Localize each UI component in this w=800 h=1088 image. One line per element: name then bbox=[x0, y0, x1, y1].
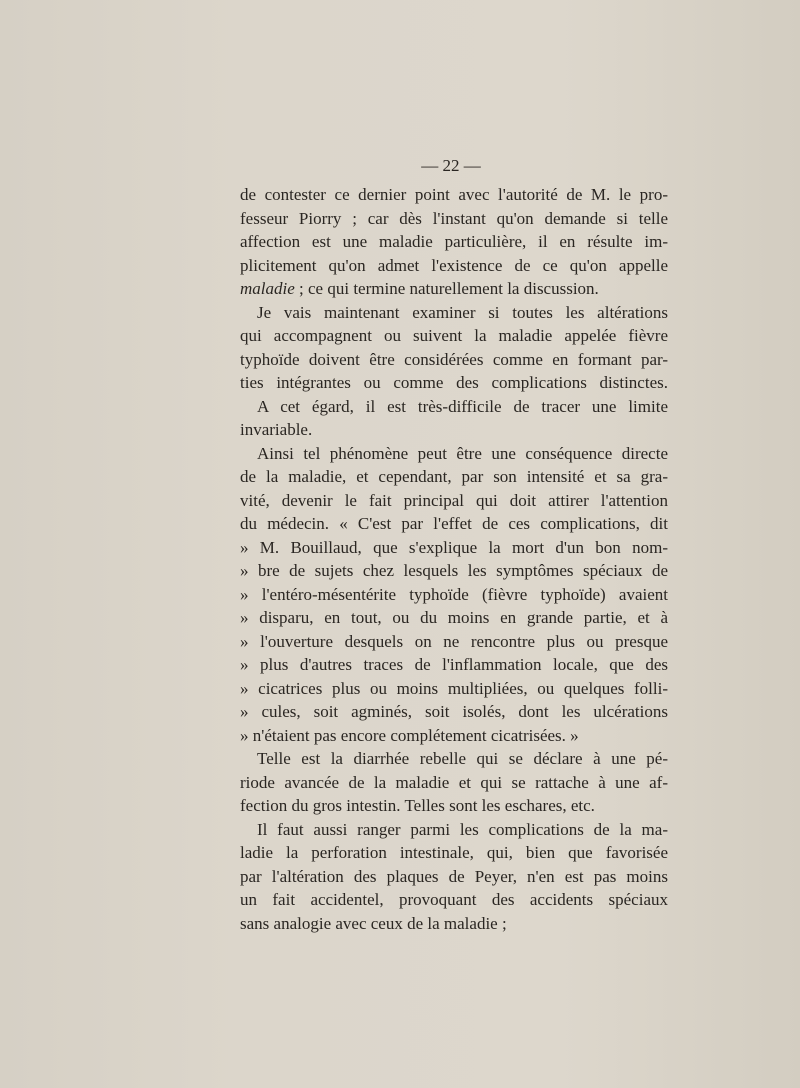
text-line: plicitement qu'on admet l'existence de ce qu'on appelle bbox=[240, 255, 668, 275]
page-number: — 22 — bbox=[421, 156, 481, 175]
text-line: » l'ouverture desquels on ne rencontre plus ou presque bbox=[240, 631, 668, 651]
text-line: typhoïde doivent être considérées comme en formant par- bbox=[240, 349, 668, 369]
text-line: Telle est la diarrhée rebelle qui se déclare à une pé- bbox=[257, 749, 668, 768]
text-line: ladie la perforation intestinale, qui, bien que favorisée bbox=[240, 843, 668, 862]
text-line: par l'altération des plaques de Peyer, n'en est pas moins bbox=[240, 866, 668, 886]
text-line: ties intégrantes ou comme des complications distinctes. bbox=[240, 373, 668, 392]
text-line: » n'étaient pas encore complétement cicatrisées. » bbox=[240, 725, 579, 745]
text-line: » disparu, en tout, ou du moins en grande partie, et à bbox=[240, 608, 668, 627]
text-line: du médecin. « C'est par l'effet de ces complications, dit bbox=[240, 514, 668, 533]
text-line: de contester ce dernier point avec l'autorité de M. le pro- bbox=[240, 185, 668, 204]
text-line: vité, devenir le fait principal qui doit attirer l'attention bbox=[240, 490, 668, 510]
text-line: Ainsi tel phénomène peut être une conséquence directe bbox=[257, 443, 668, 463]
text-line: Il faut aussi ranger parmi les complications de la ma- bbox=[257, 819, 668, 839]
text-line: » plus d'autres traces de l'inflammation locale, que des bbox=[240, 655, 668, 674]
text-line: qui accompagnent ou suivent la maladie appelée fièvre bbox=[240, 326, 668, 345]
text-line: Je vais maintenant examiner si toutes les altérations bbox=[257, 302, 668, 322]
text-line: invariable. bbox=[240, 420, 313, 439]
text-line: » l'entéro-mésentérite typhoïde (fièvre typhoïde) avaient bbox=[240, 584, 668, 604]
text-line: fesseur Piorry ; car dès l'instant qu'on demande si telle bbox=[240, 208, 668, 228]
text-line: de la maladie, et cependant, par son intensité et sa gra- bbox=[240, 467, 668, 486]
text-line: A cet égard, il est très-difficile de tracer une limite bbox=[257, 396, 668, 416]
text-line: fection du gros intestin. Telles sont les eschares, etc. bbox=[240, 796, 595, 815]
body-text bbox=[240, 183, 668, 935]
text-line: » cules, soit agminés, soit isolés, dont les ulcérations bbox=[240, 702, 668, 721]
text-line: un fait accidentel, provoquant des accidents spéciaux bbox=[240, 890, 668, 909]
text-line: affection est une maladie particulière, il en résulte im- bbox=[240, 232, 668, 251]
text-line: » cicatrices plus ou moins multipliées, ou quelques folli- bbox=[240, 678, 668, 698]
text-line: sans analogie avec ceux de la maladie ; bbox=[240, 913, 507, 933]
text-line: » M. Bouillaud, que s'explique la mort d'un bon nom- bbox=[240, 537, 668, 557]
text-line: » bre de sujets chez lesquels les symptômes spéciaux de bbox=[240, 561, 668, 580]
text-line: maladie ; ce qui termine naturellement la discussion. bbox=[240, 279, 599, 298]
text-line: riode avancée de la maladie et qui se rattache à une af- bbox=[240, 772, 668, 792]
